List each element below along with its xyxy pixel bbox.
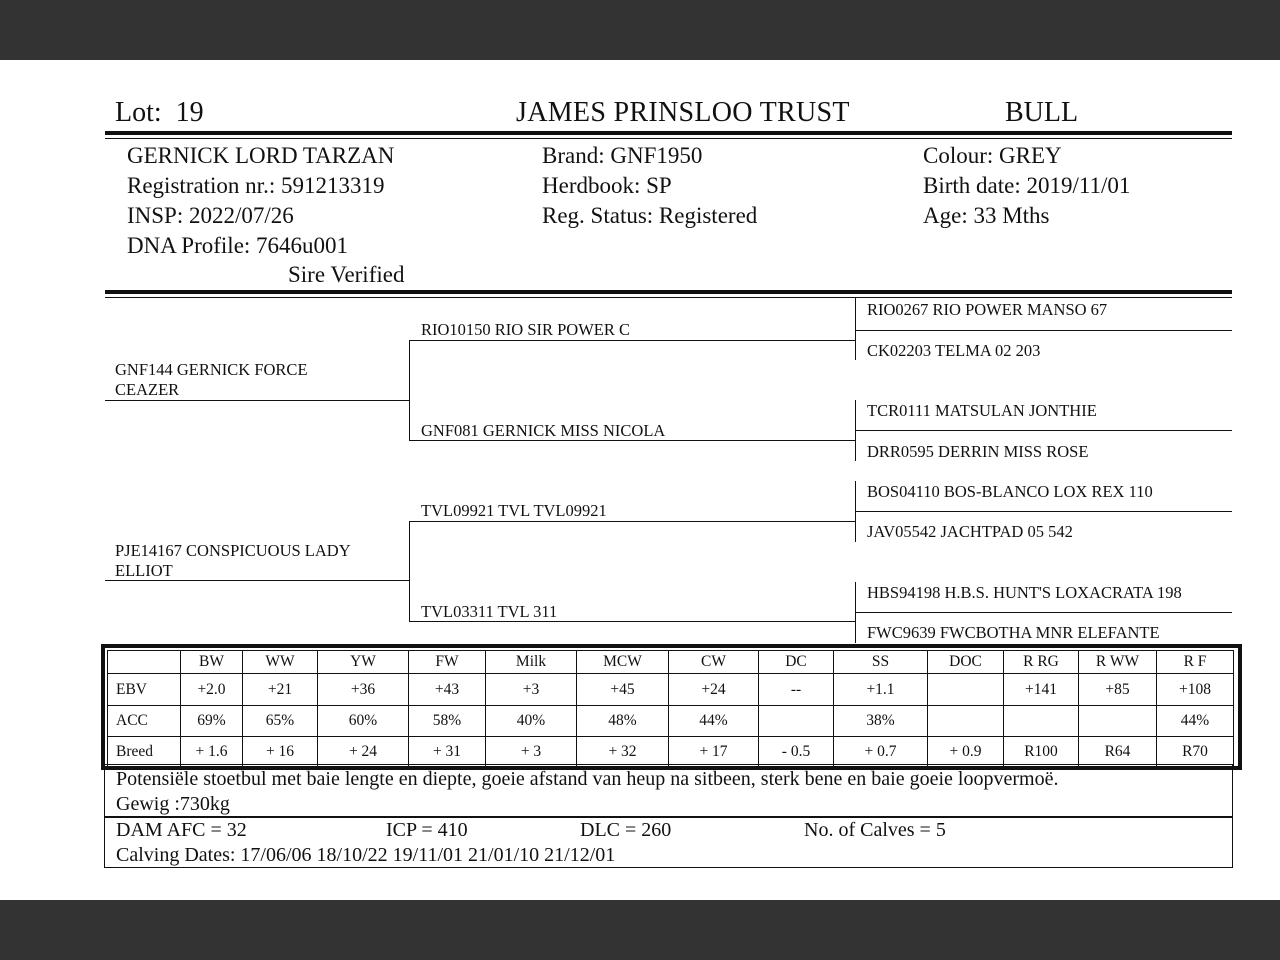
pedigree-sire-line2: CEAZER: [115, 380, 180, 399]
dam-calves: No. of Calves = 5: [804, 819, 946, 841]
ebv-cell: +85: [1079, 674, 1157, 706]
ebv-cell: R64: [1079, 737, 1157, 768]
ebv-header-cell: Milk: [486, 651, 577, 674]
ebv-cell: 44%: [1157, 706, 1234, 737]
animal-sex: BULL: [1005, 97, 1079, 128]
pedigree-ggp-line-3: [855, 511, 1232, 512]
ebv-cell: --: [759, 674, 834, 706]
ebv-header-cell: DC: [759, 651, 834, 674]
pedigree-ggp-7: HBS94198 H.B.S. HUNT'S LOXACRATA 198: [867, 583, 1182, 602]
ebv-cell: 60%: [318, 706, 409, 737]
dam-icp: ICP = 410: [386, 819, 468, 841]
registration-status: Reg. Status: Registered: [542, 203, 758, 228]
lot-label: [115, 97, 204, 129]
ebv-header-cell: R RG: [1004, 651, 1079, 674]
sire-verified: Sire Verified: [288, 262, 405, 287]
ebv-cell: [759, 706, 834, 737]
registration-number: Registration nr.: 591213319: [127, 173, 385, 198]
ebv-cell: +24: [669, 674, 759, 706]
ebv-header-cell: BW: [181, 651, 243, 674]
brand: Brand: GNF1950: [542, 143, 703, 168]
ebv-cell: + 1.6: [181, 737, 243, 768]
ebv-cell: + 32: [577, 737, 669, 768]
ebv-row-label: ACC: [108, 706, 181, 737]
pedigree-ggp-bracket-1: [855, 298, 856, 360]
pedigree-sire-dam: GNF081 GERNICK MISS NICOLA: [421, 421, 666, 440]
pedigree-ggp-line-1: [855, 330, 1232, 331]
ebv-header-cell: WW: [243, 651, 318, 674]
header-rule-thin: [105, 138, 1232, 139]
pedigree-ggp-4: DRR0595 DERRIN MISS ROSE: [867, 442, 1089, 461]
birth-date: Birth date: 2019/11/01: [923, 173, 1131, 198]
pedigree-dam-line2: ELLIOT: [115, 561, 173, 580]
pedigree-sire: [115, 360, 308, 400]
details-rule-thin: [105, 297, 1232, 298]
pedigree-dam-line: [105, 580, 410, 581]
ebv-cell: 48%: [577, 706, 669, 737]
pedigree-sire-line1: GNF144 GERNICK FORCE: [115, 360, 308, 379]
ebv-cell: +36: [318, 674, 409, 706]
pedigree-ds-line: [409, 521, 856, 522]
ebv-row-label: EBV: [108, 674, 181, 706]
ebv-cell: +2.0: [181, 674, 243, 706]
age: Age: 33 Mths: [923, 203, 1050, 228]
calving-dates: Calving Dates: 17/06/06 18/10/22 19/11/01 21/01/10 21/12/01: [116, 844, 616, 866]
ebv-cell: + 17: [669, 737, 759, 768]
pedigree-dd-line: [409, 621, 856, 622]
ebv-cell: R70: [1157, 737, 1234, 768]
comments-line1: Potensiële stoetbul met baie lengte en diepte, goeie afstand van heup na sitbeen, sterk bene en baie goeie loopvermoë.: [116, 768, 1059, 790]
pedigree-ggp-line-2: [855, 430, 1232, 431]
ebv-header-cell: DOC: [928, 651, 1004, 674]
ebv-header-row: [108, 651, 1234, 674]
pedigree-ggp-8: FWC9639 FWCBOTHA MNR ELEFANTE: [867, 623, 1160, 642]
lot-label-text: Lot:: [115, 97, 162, 128]
dam-dlc: DLC = 260: [580, 819, 672, 841]
bottom-dark-bar: [0, 900, 1280, 960]
ebv-cell: +3: [486, 674, 577, 706]
ebv-cell: +1.1: [834, 674, 928, 706]
ebv-header-cell: R WW: [1079, 651, 1157, 674]
pedigree-sire-sire: RIO10150 RIO SIR POWER C: [421, 320, 631, 339]
owner-name: JAMES PRINSLOO TRUST: [516, 97, 850, 128]
pedigree-dam-sire: TVL09921 TVL TVL09921: [421, 501, 607, 520]
ebv-cell: + 3: [486, 737, 577, 768]
pedigree-ggp-1: RIO0267 RIO POWER MANSO 67: [867, 300, 1108, 319]
ebv-cell: 69%: [181, 706, 243, 737]
ebv-cell: + 0.9: [928, 737, 1004, 768]
ebv-cell: [928, 674, 1004, 706]
ebv-header-cell: R F: [1157, 651, 1234, 674]
ebv-cell: +141: [1004, 674, 1079, 706]
ebv-cell: 58%: [409, 706, 486, 737]
herdbook: Herdbook: SP: [542, 173, 672, 198]
ebv-header-cell: [108, 651, 181, 674]
pedigree-ggp-3: TCR0111 MATSULAN JONTHIE: [867, 401, 1097, 420]
pedigree-ss-line: [409, 340, 856, 341]
pedigree-sd-line: [409, 440, 856, 441]
pedigree-dam-dam: TVL03311 TVL 311: [421, 602, 558, 621]
ebv-header-cell: SS: [834, 651, 928, 674]
ebv-cell: +21: [243, 674, 318, 706]
animal-name: GERNICK LORD TARZAN: [127, 143, 395, 168]
pedigree-ggp-line-4: [855, 612, 1232, 613]
ebv-cell: +43: [409, 674, 486, 706]
ebv-cell: + 16: [243, 737, 318, 768]
pedigree-sire-bracket: [409, 340, 410, 441]
colour: Colour: GREY: [923, 143, 1062, 168]
ebv-cell: + 24: [318, 737, 409, 768]
ebv-cell: 65%: [243, 706, 318, 737]
inspection-date: INSP: 2022/07/26: [127, 203, 294, 228]
top-dark-bar: [0, 0, 1280, 60]
pedigree-sire-line: [105, 400, 410, 401]
lot-number: 19: [175, 97, 204, 128]
pedigree-dam-line1: PJE14167 CONSPICUOUS LADY: [115, 541, 351, 560]
header-rule-thick: [105, 131, 1232, 135]
ebv-header-cell: CW: [669, 651, 759, 674]
pedigree-ggp-2: CK02203 TELMA 02 203: [867, 341, 1041, 360]
ebv-header-cell: FW: [409, 651, 486, 674]
details-rule-thick: [105, 290, 1232, 294]
ebv-header-cell: MCW: [577, 651, 669, 674]
ebv-cell: 40%: [486, 706, 577, 737]
ebv-row: [108, 706, 1234, 737]
ebv-header-cell: YW: [318, 651, 409, 674]
ebv-cell: [1004, 706, 1079, 737]
ebv-cell: + 31: [409, 737, 486, 768]
dam-afc: DAM AFC = 32: [116, 819, 247, 841]
ebv-row: [108, 674, 1234, 706]
pedigree-ggp-6: JAV05542 JACHTPAD 05 542: [867, 522, 1073, 541]
ebv-cell: +45: [577, 674, 669, 706]
pedigree-ggp-5: BOS04110 BOS-BLANCO LOX REX 110: [867, 482, 1153, 501]
ebv-cell: 44%: [669, 706, 759, 737]
ebv-row-label: Breed: [108, 737, 181, 768]
ebv-cell: +108: [1157, 674, 1234, 706]
pedigree-dam-bracket: [409, 521, 410, 622]
ebv-cell: 38%: [834, 706, 928, 737]
ebv-cell: + 0.7: [834, 737, 928, 768]
ebv-cell: [928, 706, 1004, 737]
comments-line2: Gewig :730kg: [116, 793, 230, 815]
ebv-cell: [1079, 706, 1157, 737]
ebv-row: [108, 737, 1234, 768]
ebv-table: [107, 650, 1234, 768]
dna-profile: DNA Profile: 7646u001: [127, 233, 349, 258]
ebv-cell: R100: [1004, 737, 1079, 768]
pedigree-dam: [115, 541, 351, 581]
ebv-cell: - 0.5: [759, 737, 834, 768]
